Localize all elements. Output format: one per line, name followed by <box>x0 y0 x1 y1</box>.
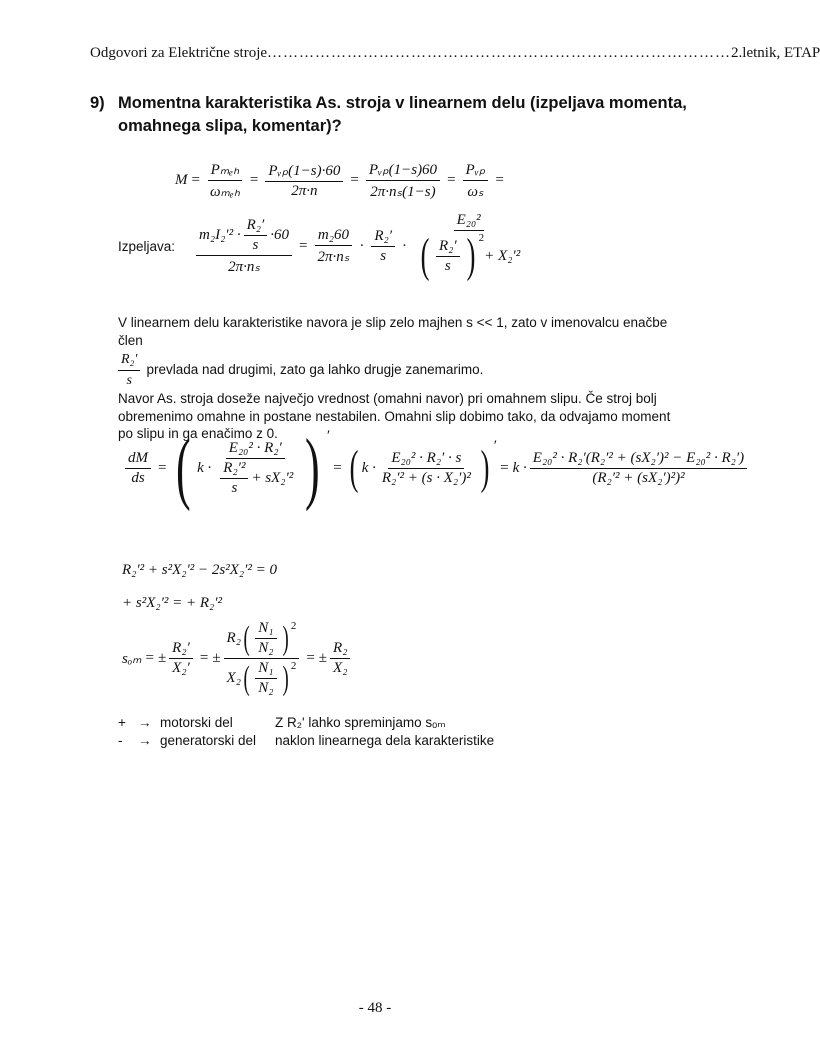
dot: · <box>359 237 365 254</box>
denominator: ωₘₑₕ <box>209 184 240 200</box>
header-dots: …………………………………………………………………………… <box>267 45 732 61</box>
list-item <box>118 714 494 732</box>
equals: = <box>350 172 359 188</box>
paren-right: ) <box>282 659 289 697</box>
list-item-comment: Z R₂' lahko spreminjamo sₒₘ <box>275 715 446 730</box>
paren-right: ) <box>466 229 476 282</box>
math-term: k · <box>512 459 527 476</box>
numerator: E₂₀² <box>454 212 484 231</box>
exponent: 2 <box>290 660 297 672</box>
paren-right: ) <box>282 619 289 657</box>
question-number: 9) <box>90 94 105 112</box>
denominator: 2π·nₛ <box>317 248 350 265</box>
fraction <box>207 160 243 201</box>
exponent: 2 <box>478 232 485 244</box>
numerator <box>224 620 300 659</box>
sign: + <box>118 715 126 730</box>
numerator: N₁ <box>255 620 276 639</box>
header-right: 2.letnik, ETAP <box>731 45 820 61</box>
numerator: Pᵥₚ(1−s)·60 <box>265 161 343 182</box>
equals: = <box>447 172 456 188</box>
fraction <box>330 640 350 677</box>
breakdown-slip-formula <box>122 620 353 697</box>
derivation-formula <box>118 212 526 280</box>
equals: = <box>199 650 209 666</box>
numerator: R₂′ <box>118 351 140 371</box>
paragraph-text: V linearnem delu karakteristike navora je slip zelo majhen s << 1, zato v imenovalcu enačbe člen <box>118 315 668 348</box>
header-left: Odgovori za Električne stroje <box>90 45 268 61</box>
derivative-prime: ′ <box>492 438 497 454</box>
numerator: E₂₀² · R₂′ · s <box>388 450 464 469</box>
list-item-label: motorski del <box>160 715 233 730</box>
comment-list <box>118 714 494 750</box>
paren-left: ( <box>176 424 192 512</box>
math-term: k · <box>361 459 376 476</box>
equals: = <box>495 172 504 188</box>
denominator: N₂ <box>258 640 274 656</box>
fraction <box>255 620 276 657</box>
numerator: R₂′² <box>220 460 248 479</box>
denominator: ωₛ <box>467 184 484 200</box>
equals: = <box>145 650 154 666</box>
derivation-label: Izpeljava: <box>118 238 176 254</box>
fraction <box>436 238 460 275</box>
list-item-comment: naklon linearnega dela karakteristike <box>275 733 495 748</box>
numerator: Pᵥₚ <box>463 160 489 181</box>
numerator: R₂′ <box>436 238 460 257</box>
equals: = <box>249 172 259 188</box>
numerator: Pₘₑₕ <box>208 160 243 181</box>
plus-minus: ± <box>318 650 328 666</box>
math-term: ·60 <box>270 226 290 243</box>
heading-line2: omahnega slipa, komentar)? <box>118 117 342 135</box>
equals: = <box>333 459 342 476</box>
fraction <box>244 217 268 254</box>
denominator: 2π·nₛ(1−s) <box>370 184 436 200</box>
numerator <box>196 217 292 256</box>
numerator: E₂₀² · R₂′ <box>226 440 285 459</box>
denominator: s <box>380 247 387 264</box>
fraction <box>214 440 296 497</box>
question-heading <box>90 92 687 138</box>
equals: = <box>158 459 167 476</box>
fraction <box>463 160 489 201</box>
fraction <box>414 212 523 280</box>
math-term: m₂I₂′² · <box>199 226 241 243</box>
arrow-icon: → <box>138 733 152 748</box>
denominator: X₂ <box>333 660 348 676</box>
denominator: 2π·n <box>291 183 318 199</box>
derivative-formula <box>122 424 750 512</box>
math-term: R₂ <box>226 630 241 646</box>
plus-minus: ± <box>212 650 221 666</box>
paren-right: ) <box>480 441 490 494</box>
fraction <box>196 217 292 276</box>
numerator: Pᵥₚ(1−s)60 <box>366 160 440 181</box>
paren-left: ( <box>349 441 359 494</box>
denominator: X₂′ <box>172 660 190 676</box>
math-symbol: M <box>175 172 188 188</box>
denominator: ds <box>131 469 145 486</box>
numerator: R₂′ <box>244 217 268 236</box>
torque-formula <box>175 160 508 201</box>
denominator <box>414 231 523 280</box>
fraction <box>125 450 151 487</box>
denominator: N₂ <box>258 680 274 696</box>
fraction <box>169 640 193 677</box>
denominator <box>214 459 296 497</box>
paragraph-linear <box>118 314 678 443</box>
fraction <box>314 227 352 266</box>
paren-left: ( <box>243 619 250 657</box>
page-number: - 48 - <box>358 1000 392 1016</box>
denominator: s <box>126 372 132 388</box>
math-term: X₂ <box>226 670 241 686</box>
numerator: dM <box>125 450 151 469</box>
math-symbol: sₒₘ <box>122 651 142 667</box>
exponent: 2 <box>290 620 297 632</box>
numerator: N₁ <box>255 660 276 679</box>
denominator: s <box>444 257 451 274</box>
paragraph-text: prevlada nad drugimi, zato ga lahko drugje zanemarimo. <box>146 362 484 378</box>
fraction <box>224 620 300 697</box>
derivative-prime: ′ <box>325 428 330 444</box>
numerator: E₂₀² · R₂′(R₂′² + (sX₂′)² − E₂₀² · R₂′) <box>530 450 747 469</box>
paren-left: ( <box>243 659 250 697</box>
fraction <box>366 160 440 201</box>
fraction <box>118 351 140 389</box>
equation-equal: + s²X₂′² = + R₂′² <box>122 595 223 611</box>
fraction <box>265 161 343 200</box>
sign: - <box>118 733 123 748</box>
denominator: s <box>252 236 259 253</box>
list-item <box>118 732 494 750</box>
equals: = <box>191 172 200 188</box>
fraction <box>530 450 747 487</box>
heading-line1: Momentna karakteristika As. stroja v linearnem delu (izpeljava momenta, <box>118 94 687 112</box>
numerator: m₂60 <box>315 227 352 246</box>
arrow-icon: → <box>138 715 152 730</box>
paren-right: ) <box>305 424 320 512</box>
paren-left: ( <box>420 229 430 282</box>
equation-zero: R₂′² + s²X₂′² − 2s²X₂′² = 0 <box>122 562 278 578</box>
math-term: + X₂′² <box>484 247 521 264</box>
numerator: R₂′ <box>169 640 193 659</box>
math-term: + sX₂′² <box>251 469 294 486</box>
page-header <box>90 45 820 62</box>
denominator <box>224 659 300 697</box>
dot: · <box>402 237 408 254</box>
denominator: R₂′² + (s · X₂′)² <box>381 469 471 486</box>
list-item-label: generatorski del <box>160 733 257 748</box>
fraction <box>379 450 474 487</box>
equals: = <box>306 650 315 666</box>
equals: = <box>500 459 509 476</box>
equals: = <box>299 237 308 254</box>
paragraph-breakdown: Navor As. stroja doseže največjo vrednost (omahni navor) pri omahnem slipu. Če stroj bolj obremenimo omahne in postane nestabilen. Omahni slip dobimo tako, da odvajamo moment po slipu in ga enačimo z 0. <box>118 391 671 441</box>
fraction <box>255 660 276 697</box>
plus-minus: ± <box>157 650 167 666</box>
math-term: k · <box>197 459 212 476</box>
denominator: s <box>231 479 238 496</box>
numerator: R₂ <box>330 640 350 659</box>
denominator: 2π·nₛ <box>228 258 260 275</box>
denominator: (R₂′² + (sX₂′)²)² <box>592 469 685 486</box>
fraction <box>371 228 395 265</box>
fraction <box>220 460 248 497</box>
numerator: R₂′ <box>371 228 395 247</box>
